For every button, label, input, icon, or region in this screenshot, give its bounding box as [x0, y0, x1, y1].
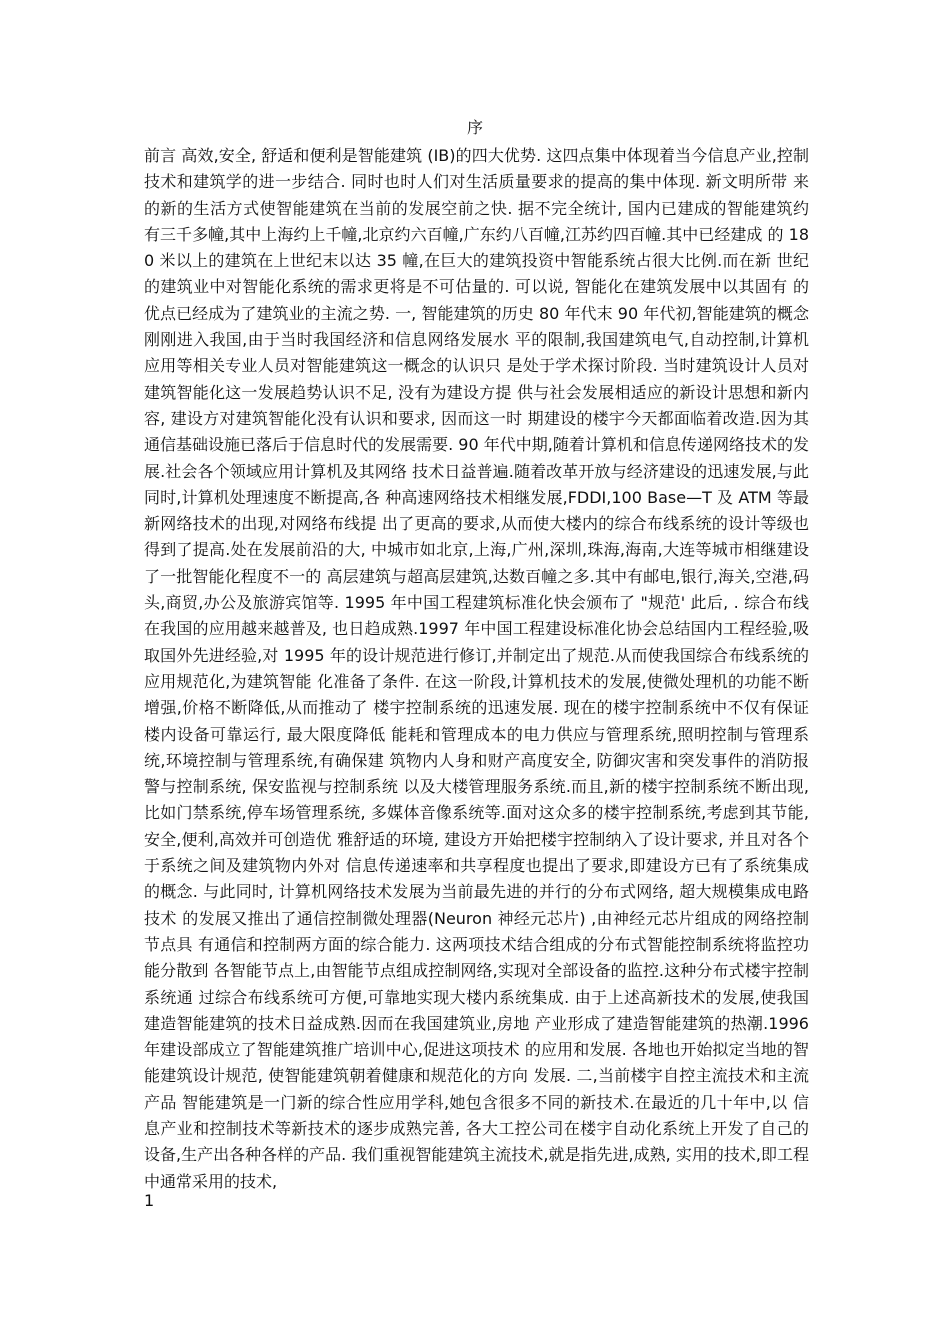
page-title: 序	[466, 118, 483, 137]
body-paragraph: 前言 高效,安全, 舒适和便利是智能建筑 (IB)的四大优势. 这四点集中体现着当今信息产业,控制技术和建筑学的进一步结合. 同时也时人们对生活质量要求的提高的集中体现. 新文明所带 来的新的生活方式使智能建筑在当前的发展空前之快. 据不完全统计, 国内已建成的智能建筑约 有三千多幢,其中上海约上千幢,北京约六百幢,广东约八百幢,江苏约四百幢.其中已经建成 的 180 米以上的建筑在上世纪末以达 35 幢,在巨大的建筑投资中智能系统占很大比例.而在新 世纪的建筑业中对智能化系统的需求更将是不可估量的. 可以说, 智能化在建筑发展中以其固有 的优点已经成为了建筑业的主流之势. 一, 智能建筑的历史 80 年代末 90 年代初,智能建筑的概念刚刚进入我国,由于当时我国经济和信息网络发展水 平的限制,我国建筑电气,自动控制,计算机应用等相关专业人员对智能建筑这一概念的认识只 是处于学术探讨阶段. 当时建筑设计人员对建筑智能化这一发展趋势认识不足, 没有为建设方提 供与社会发展相适应的新设计思想和新内容, 建设方对建筑智能化没有认识和要求, 因而这一时 期建设的楼宇今天都面临着改造.因为其通信基础设施已落后于信息时代的发展需要. 90 年代中期,随着计算机和信息传递网络技术的发展.社会各个领域应用计算机及其网络 技术日益普遍.随着改革开放与经济建设的迅速发展,与此同时,计算机处理速度不断提高,各 种高速网络技术相继发展,FDDI,100 Base—T 及 ATM 等最新网络技术的出现,对网络布线提 出了更高的要求,从而使大楼内的综合布线系统的设计等级也得到了提高.处在发展前沿的大, 中城市如北京,上海,广州,深圳,珠海,海南,大连等城市相继建设了一批智能化程度不一的 高层建筑与超高层建筑,达数百幢之多.其中有邮电,银行,海关,空港,码头,商贸,办公及旅游宾馆等. 1995 年中国工程建筑标准化快会颁布了 "规范' 此后, . 综合布线在我国的应用越来越普及, 也日趋成熟.1997 年中国工程建设标准化协会总结国内工程经验,吸取国外先进经验,对 1995 年的设计规范进行修订,并制定出了规范.从而使我国综合布线系统的应用规范化,为建筑智能 化准备了条件. 在这一阶段,计算机技术的发展,使微处理机的功能不断增强,价格不断降低,从而推动了 楼宇控制系统的迅速发展. 现在的楼宇控制系统中不仅有保证楼内设备可靠运行, 最大限度降低 能耗和管理成本的电力供应与管理系统,照明控制与管理系统,环境控制与管理系统,有确保建 筑物内人身和财产高度安全, 防御灾害和突发事件的消防报警与控制系统, 保安监视与控制系统 以及大楼管理服务系统.而且,新的楼宇控制系统不断出现,比如门禁系统,停车场管理系统, 多媒体音像系统等.面对这众多的楼宇控制系统,考虑到其节能,安全,便利,高效并可创造优 雅舒适的环境, 建设方开始把楼宇控制纳入了设计要求, 并且对各个于系统之间及建筑物内外对 信息传递速率和共享程度也提出了要求,即建设方已有了系统集成的概念. 与此同时, 计算机网络技术发展为当前最先进的并行的分布式网络, 超大规模集成电路技术 的发展又推出了通信控制微处理器(Neuron 神经元芯片) ,由神经元芯片组成的网络控制节点具 有通信和控制两方面的综合能力. 这两项技术结合组成的分布式智能控制系统将监控功能分散到 各智能节点上,由智能节点组成控制网络,实现对全部设备的监控.这种分布式楼宇控制系统通 过综合布线系统可方便,可靠地实现大楼内系统集成. 由于上述高新技术的发展,使我国建造智能建筑的技术日益成熟.因而在我国建筑业,房地 产业形成了建造智能建筑的热潮.1996 年建设部成立了智能建筑推广培训中心,促进这项技术 的应用和发展. 各地也开始拟定当地的智能建筑设计规范, 使智能建筑朝着健康和规范化的方向 发展. 二,当前楼宇自控主流技术和主流产品 智能建筑是一门新的综合性应用学科,她包含很多不同的新技术.在最近的几十年中,以 信息产业和控制技术等新技术的逐步成熟完善, 各大工控公司在楼宇自动化系统上开发了自己的 设备,生产出各种各样的产品. 我们重视智能建筑主流技术,就是指先进,成熟, 实用的技术,即工程中通常采用的技术,	[144, 146, 809, 1191]
page-number: 1	[144, 1191, 155, 1210]
